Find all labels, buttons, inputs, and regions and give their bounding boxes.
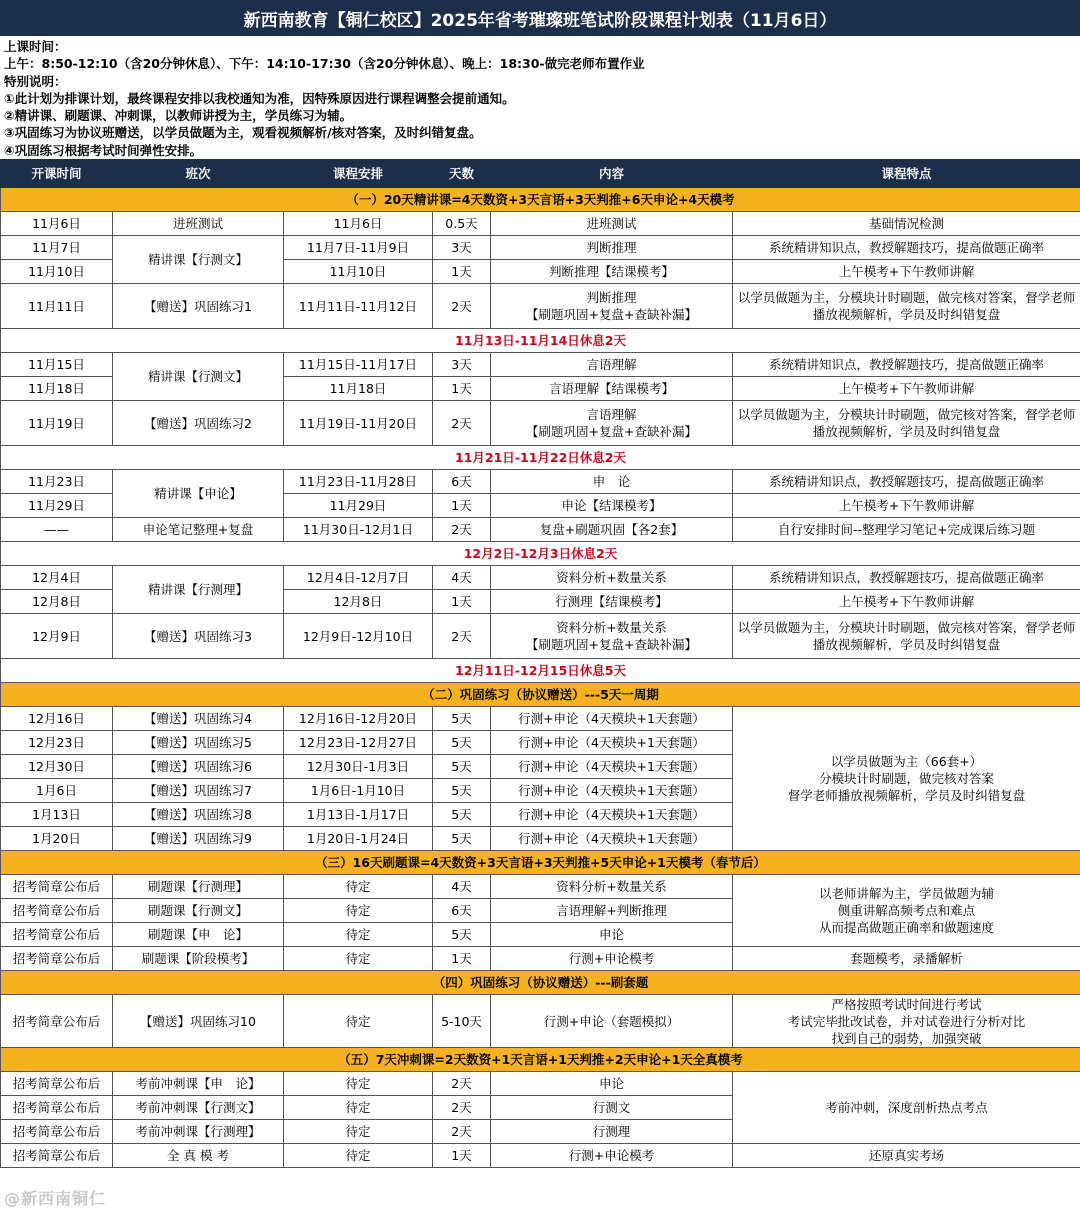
- section-row: [1, 683, 1080, 707]
- cell-feature: 以学员做题为主，分模块计时刷题，做完核对答案，督学老师播放视频解析，学员及时纠错复盘: [733, 614, 1080, 659]
- cell-class: 精讲课【行测文】: [113, 236, 284, 284]
- cell-class: 【赠送】巩固练习7: [113, 779, 284, 803]
- cell-days: 1天: [433, 494, 491, 518]
- cell-content: 资料分析+数量关系: [491, 566, 733, 590]
- note-line: ④巩固练习根据考试时间弹性安排。: [4, 142, 203, 158]
- cell-content: 行测文: [491, 1096, 733, 1120]
- feature-line: 找到自己的弱势，加强突破: [831, 1030, 982, 1046]
- cell-content: 行测+申论（4天模块+1天套题）: [491, 755, 733, 779]
- cell-schedule: 11月19日-11月20日: [284, 401, 433, 446]
- header-cell: 班次: [113, 160, 284, 188]
- cell-date: 招考简章公布后: [1, 1072, 113, 1096]
- feature-line: 以学员做题为主（66套+）: [830, 754, 983, 769]
- cell-days: 2天: [433, 518, 491, 542]
- cell-date: 11月10日: [1, 260, 113, 284]
- cell-date: 招考简章公布后: [1, 899, 113, 923]
- cell-days: 1天: [433, 947, 491, 971]
- cell-content: 申论: [491, 923, 733, 947]
- cell-feature: [733, 707, 1080, 851]
- section-row: [1, 971, 1080, 995]
- header-cell: 内容: [491, 160, 733, 188]
- cell-schedule: 待定: [284, 995, 433, 1048]
- cell-schedule: 11月18日: [284, 377, 433, 401]
- cell-date: 11月19日: [1, 401, 113, 446]
- cell-feature: 还原真实考场: [733, 1144, 1080, 1168]
- cell-schedule: 11月6日: [284, 212, 433, 236]
- cell-date: 招考简章公布后: [1, 1096, 113, 1120]
- cell-date: 11月18日: [1, 377, 113, 401]
- cell-date: 11月23日: [1, 470, 113, 494]
- table-row: [1, 566, 1080, 590]
- cell-schedule: 11月29日: [284, 494, 433, 518]
- cell-days: 1天: [433, 377, 491, 401]
- table-header-row: [1, 160, 1080, 188]
- cell-feature: [733, 875, 1080, 947]
- cell-schedule: 待定: [284, 1120, 433, 1144]
- rest-row: [1, 446, 1080, 470]
- cell-schedule: 1月20日-1月24日: [284, 827, 433, 851]
- cell-content: 行测+申论（4天模块+1天套题）: [491, 731, 733, 755]
- cell-schedule: 12月8日: [284, 590, 433, 614]
- cell-feature: 系统精讲知识点，教授解题技巧，提高做题正确率: [733, 566, 1080, 590]
- cell-date: 招考简章公布后: [1, 923, 113, 947]
- section-row: [1, 188, 1080, 212]
- cell-class: 刷题课【申 论】: [113, 923, 284, 947]
- feature-line: 以老师讲解为主，学员做题为辅: [818, 886, 994, 901]
- cell-days: 6天: [433, 470, 491, 494]
- section-title: （二）巩固练习（协议赠送）---5天一周期: [1, 683, 1080, 707]
- rest-row: [1, 329, 1080, 353]
- cell-feature: 考前冲刺，深度剖析热点考点: [733, 1072, 1080, 1144]
- table-row: [1, 614, 1080, 659]
- schedule-table: [0, 159, 1080, 1168]
- cell-schedule: 12月30日-1月3日: [284, 755, 433, 779]
- note-line: ①此计划为排课计划，最终课程安排以我校通知为准，因特殊原因进行课程调整会提前通知。: [4, 90, 515, 106]
- cell-days: 2天: [433, 1120, 491, 1144]
- cell-days: 5天: [433, 755, 491, 779]
- cell-content: 判断推理【结课模考】: [491, 260, 733, 284]
- cell-schedule: 1月6日-1月10日: [284, 779, 433, 803]
- cell-class: 【赠送】巩固练习4: [113, 707, 284, 731]
- rest-row: [1, 659, 1080, 683]
- cell-days: 4天: [433, 566, 491, 590]
- feature-line: 考试完毕批改试卷，并对试卷进行分析对比: [787, 1013, 1026, 1029]
- cell-class: 刷题课【行测文】: [113, 899, 284, 923]
- section-title: （四）巩固练习（协议赠送）---刷套题: [1, 971, 1080, 995]
- cell-class: 【赠送】巩固练习1: [113, 284, 284, 329]
- feature-line: 督学老师播放视频解析，学员及时纠错复盘: [787, 788, 1026, 803]
- cell-date: 12月9日: [1, 614, 113, 659]
- cell-content: 行测理: [491, 1120, 733, 1144]
- cell-date: 招考简章公布后: [1, 947, 113, 971]
- note-line: 上午：8:50-12:10（含20分钟休息）、下午：14:10-17:30（含20分钟休息）、晚上：18:30-做完老师布置作业: [4, 56, 645, 72]
- cell-schedule: 11月30日-12月1日: [284, 518, 433, 542]
- cell-schedule: 待定: [284, 899, 433, 923]
- cell-days: 1天: [433, 590, 491, 614]
- section-title: （一）20天精讲课=4天数资+3天言语+3天判推+6天申论+4天模考: [1, 188, 1080, 212]
- cell-content: 申 论: [491, 470, 733, 494]
- header-cell: 开课时间: [1, 160, 113, 188]
- cell-days: 4天: [433, 875, 491, 899]
- cell-date: 11月15日: [1, 353, 113, 377]
- cell-feature: 上午模考+下午教师讲解: [733, 260, 1080, 284]
- cell-date: 12月23日: [1, 731, 113, 755]
- cell-days: 1天: [433, 1144, 491, 1168]
- watermark: @新西南铜仁: [4, 1189, 107, 1208]
- table-row: [1, 353, 1080, 377]
- notes-block: [0, 36, 1080, 159]
- table-row: [1, 212, 1080, 236]
- cell-content: [491, 401, 733, 446]
- cell-class: 【赠送】巩固练习3: [113, 614, 284, 659]
- cell-feature: 以学员做题为主，分模块计时刷题，做完核对答案，督学老师播放视频解析，学员及时纠错复盘: [733, 401, 1080, 446]
- cell-schedule: 待定: [284, 947, 433, 971]
- table-row: [1, 995, 1080, 1048]
- cell-content: [491, 614, 733, 659]
- cell-days: 5天: [433, 731, 491, 755]
- cell-class: 【赠送】巩固练习5: [113, 731, 284, 755]
- cell-date: 11月7日: [1, 236, 113, 260]
- cell-class: 精讲课【行测理】: [113, 566, 284, 614]
- cell-days: 5-10天: [433, 995, 491, 1048]
- cell-schedule: 待定: [284, 1144, 433, 1168]
- cell-schedule: 11月23日-11月28日: [284, 470, 433, 494]
- note-line: ③巩固练习为协议班赠送，以学员做题为主，观看视频解析/核对答案，及时纠错复盘。: [4, 125, 482, 141]
- cell-days: 6天: [433, 899, 491, 923]
- cell-days: 0.5天: [433, 212, 491, 236]
- cell-days: 2天: [433, 401, 491, 446]
- cell-date: ——: [1, 518, 113, 542]
- cell-schedule: 1月13日-1月17日: [284, 803, 433, 827]
- cell-content: 行测+申论（套题模拟）: [491, 995, 733, 1048]
- cell-date: 12月30日: [1, 755, 113, 779]
- cell-content: 行测+申论（4天模块+1天套题）: [491, 803, 733, 827]
- cell-content: 复盘+刷题巩固【各2套】: [491, 518, 733, 542]
- note-line: 上课时间：: [4, 39, 67, 54]
- cell-date: 12月16日: [1, 707, 113, 731]
- note-line: ②精讲课、刷题课、冲刺课，以教师讲授为主，学员练习为辅。: [4, 108, 353, 124]
- cell-class: 精讲课【申论】: [113, 470, 284, 518]
- cell-content: 行测+申论模考: [491, 1144, 733, 1168]
- cell-content: 言语理解【结课模考】: [491, 377, 733, 401]
- table-row: [1, 875, 1080, 899]
- cell-class: 【赠送】巩固练习9: [113, 827, 284, 851]
- cell-date: 1月6日: [1, 779, 113, 803]
- cell-content: 言语理解: [491, 353, 733, 377]
- cell-content: 申论: [491, 1072, 733, 1096]
- cell-days: 5天: [433, 803, 491, 827]
- section-title: （五）7天冲刺课=2天数资+1天言语+1天判推+2天申论+1天全真模考: [1, 1048, 1080, 1072]
- table-row: [1, 284, 1080, 329]
- rest-text: 11月21日-11月22日休息2天: [1, 446, 1080, 470]
- cell-schedule: 11月15日-11月17日: [284, 353, 433, 377]
- rest-text: 12月11日-12月15日休息5天: [1, 659, 1080, 683]
- cell-feature: 套题模考，录播解析: [733, 947, 1080, 971]
- feature-line: 严格按照考试时间进行考试: [831, 996, 982, 1012]
- cell-schedule: 12月16日-12月20日: [284, 707, 433, 731]
- cell-days: 1天: [433, 260, 491, 284]
- cell-class: 【赠送】巩固练习8: [113, 803, 284, 827]
- cell-class: 考前冲刺课【申 论】: [113, 1072, 284, 1096]
- cell-content: 进班测试: [491, 212, 733, 236]
- cell-days: 2天: [433, 284, 491, 329]
- page-title: 新西南教育【铜仁校区】2025年省考璀璨班笔试阶段课程计划表（11月6日）: [0, 0, 1080, 36]
- cell-days: 2天: [433, 614, 491, 659]
- cell-date: 1月13日: [1, 803, 113, 827]
- cell-content: 行测+申论模考: [491, 947, 733, 971]
- feature-line: 侧重讲解高频考点和难点: [837, 903, 976, 918]
- table-row: [1, 470, 1080, 494]
- cell-schedule: 12月23日-12月27日: [284, 731, 433, 755]
- table-row: [1, 1144, 1080, 1168]
- cell-feature: 上午模考+下午教师讲解: [733, 494, 1080, 518]
- cell-feature: 系统精讲知识点，教授解题技巧，提高做题正确率: [733, 353, 1080, 377]
- cell-class: 进班测试: [113, 212, 284, 236]
- cell-date: 11月29日: [1, 494, 113, 518]
- header-cell: 天数: [433, 160, 491, 188]
- cell-date: 招考简章公布后: [1, 875, 113, 899]
- cell-schedule: 待定: [284, 1072, 433, 1096]
- header-cell: 课程安排: [284, 160, 433, 188]
- content-line: 判断推理: [586, 290, 637, 305]
- cell-days: 2天: [433, 1072, 491, 1096]
- cell-schedule: 12月4日-12月7日: [284, 566, 433, 590]
- cell-class: 【赠送】巩固练习2: [113, 401, 284, 446]
- cell-class: 全 真 模 考: [113, 1144, 284, 1168]
- cell-days: 2天: [433, 1096, 491, 1120]
- content-line: 【刷题巩固+复盘+查缺补漏】: [526, 307, 697, 322]
- header-cell: 课程特点: [733, 160, 1080, 188]
- content-line: 资料分析+数量关系: [556, 620, 667, 635]
- cell-date: 招考简章公布后: [1, 1120, 113, 1144]
- cell-schedule: 待定: [284, 1096, 433, 1120]
- cell-class: 刷题课【行测理】: [113, 875, 284, 899]
- cell-content: 申论【结课模考】: [491, 494, 733, 518]
- cell-content: 判断推理: [491, 236, 733, 260]
- section-title: （三）16天刷题课=4天数资+3天言语+3天判推+5天申论+1天模考（春节后）: [1, 851, 1080, 875]
- cell-date: 12月4日: [1, 566, 113, 590]
- cell-content: 行测+申论（4天模块+1天套题）: [491, 827, 733, 851]
- cell-feature: 基础情况检测: [733, 212, 1080, 236]
- cell-schedule: 11月11日-11月12日: [284, 284, 433, 329]
- cell-content: 资料分析+数量关系: [491, 875, 733, 899]
- cell-schedule: 11月7日-11月9日: [284, 236, 433, 260]
- cell-schedule: 12月9日-12月10日: [284, 614, 433, 659]
- section-row: [1, 1048, 1080, 1072]
- rest-text: 11月13日-11月14日休息2天: [1, 329, 1080, 353]
- cell-feature: 以学员做题为主，分模块计时刷题，做完核对答案，督学老师播放视频解析，学员及时纠错复盘: [733, 284, 1080, 329]
- cell-class: 考前冲刺课【行测文】: [113, 1096, 284, 1120]
- cell-days: 5天: [433, 707, 491, 731]
- cell-class: 【赠送】巩固练习6: [113, 755, 284, 779]
- cell-days: 5天: [433, 779, 491, 803]
- table-row: [1, 707, 1080, 731]
- feature-line: 分模块计时刷题，做完核对答案: [818, 771, 994, 786]
- rest-text: 12月2日-12月3日休息2天: [1, 542, 1080, 566]
- cell-date: 11月6日: [1, 212, 113, 236]
- cell-feature: 系统精讲知识点，教授解题技巧，提高做题正确率: [733, 470, 1080, 494]
- content-line: 【刷题巩固+复盘+查缺补漏】: [526, 424, 697, 439]
- table-row: [1, 1072, 1080, 1096]
- feature-line: 从而提高做题正确率和做题速度: [818, 920, 994, 935]
- cell-date: 招考简章公布后: [1, 995, 113, 1048]
- section-row: [1, 851, 1080, 875]
- content-line: 【刷题巩固+复盘+查缺补漏】: [526, 637, 697, 652]
- cell-date: 1月20日: [1, 827, 113, 851]
- cell-content: 言语理解+判断推理: [491, 899, 733, 923]
- cell-class: 【赠送】巩固练习10: [113, 995, 284, 1048]
- cell-class: 申论笔记整理+复盘: [113, 518, 284, 542]
- cell-content: 行测+申论（4天模块+1天套题）: [491, 707, 733, 731]
- cell-feature: 上午模考+下午教师讲解: [733, 377, 1080, 401]
- cell-date: 11月11日: [1, 284, 113, 329]
- cell-content: 行测理【结课模考】: [491, 590, 733, 614]
- cell-feature: [733, 995, 1080, 1048]
- cell-schedule: 待定: [284, 875, 433, 899]
- note-line: 特别说明：: [4, 73, 67, 89]
- cell-class: 刷题课【阶段模考】: [113, 947, 284, 971]
- cell-content: [491, 284, 733, 329]
- cell-days: 3天: [433, 353, 491, 377]
- cell-feature: 自行安排时间--整理学习笔记+完成课后练习题: [733, 518, 1080, 542]
- table-row: [1, 401, 1080, 446]
- cell-class: 精讲课【行测文】: [113, 353, 284, 401]
- rest-row: [1, 542, 1080, 566]
- cell-days: 3天: [433, 236, 491, 260]
- cell-schedule: 11月10日: [284, 260, 433, 284]
- content-line: 言语理解: [586, 407, 637, 422]
- table-row: [1, 518, 1080, 542]
- cell-class: 考前冲刺课【行测理】: [113, 1120, 284, 1144]
- cell-days: 5天: [433, 923, 491, 947]
- table-row: [1, 236, 1080, 260]
- cell-content: 行测+申论（4天模块+1天套题）: [491, 779, 733, 803]
- table-row: [1, 947, 1080, 971]
- cell-feature: 上午模考+下午教师讲解: [733, 590, 1080, 614]
- cell-date: 招考简章公布后: [1, 1144, 113, 1168]
- cell-days: 5天: [433, 827, 491, 851]
- cell-feature: 系统精讲知识点，教授解题技巧，提高做题正确率: [733, 236, 1080, 260]
- cell-schedule: 待定: [284, 923, 433, 947]
- cell-date: 12月8日: [1, 590, 113, 614]
